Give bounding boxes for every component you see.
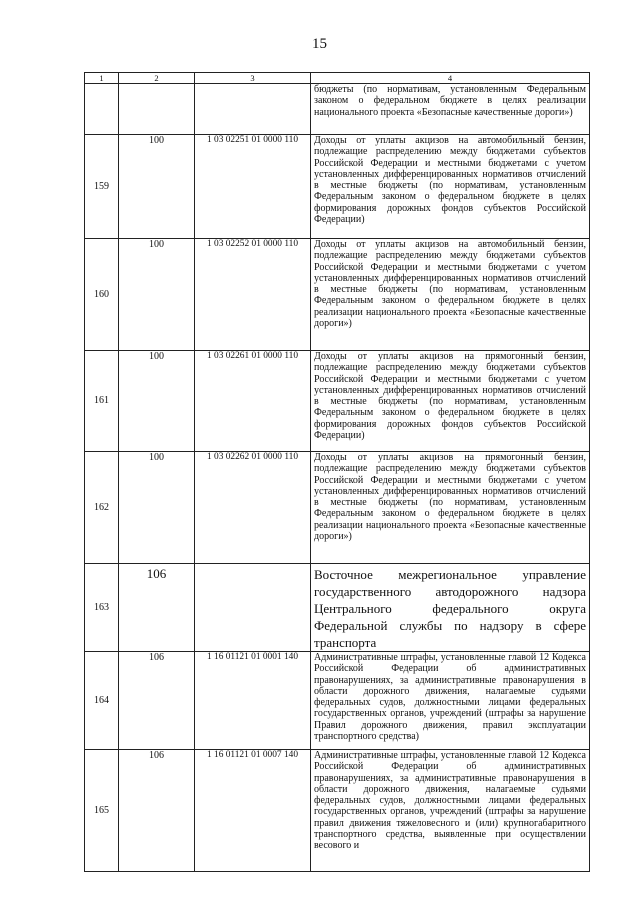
administrator-code: 106 [119, 564, 195, 652]
administrator-code: 100 [119, 452, 195, 564]
row-number: 163 [85, 564, 119, 652]
revenue-table [84, 72, 590, 872]
revenue-description: Административные штрафы, установленные главой 12 Кодекса Российской Федерации об административных правонарушениях, за административные правонарушения в области дорожного движения, налагаемые судьями федеральных судов, должностными лицами федеральных государственных органов, учреждений (штрафы за нарушение Правил дорожного движения, правил эксплуатации транспортного средства) [311, 652, 590, 750]
table-header-row [85, 73, 590, 84]
page-number: 15 [312, 36, 327, 52]
table-row [85, 84, 590, 135]
table-row [85, 564, 590, 652]
budget-classification-code: 1 03 02261 01 0000 110 [195, 351, 311, 452]
revenue-description: Доходы от уплаты акцизов на прямогонный бензин, подлежащие распределению между бюджетами субъектов Российской Федерации и местными бюджетами с учетом установленных дифференцированных нормативов отчислений в местные бюджеты (по нормативам, установленным Федеральным законом о федеральном бюджете в целях формирования дорожных фондов субъектов Российской Федерации) [311, 351, 590, 452]
row-number: 159 [85, 135, 119, 239]
administrator-code: 100 [119, 351, 195, 452]
row-number: 161 [85, 351, 119, 452]
revenue-description: бюджеты (по нормативам, установленным Федеральным законом о федеральном бюджете в целях реализации национального проекта «Безопасные качественные дороги») [311, 84, 590, 135]
administrator-code: 100 [119, 135, 195, 239]
row-number: 165 [85, 750, 119, 872]
table-row [85, 239, 590, 351]
budget-classification-code: 1 16 01121 01 0001 140 [195, 652, 311, 750]
administrator-code: 106 [119, 750, 195, 872]
table-row [85, 351, 590, 452]
column-header-4: 4 [311, 73, 590, 84]
revenue-description: Доходы от уплаты акцизов на автомобильный бензин, подлежащие распределению между бюджетами субъектов Российской Федерации и местными бюджетами с учетом установленных дифференцированных нормативов отчислений в местные бюджеты (по нормативам, установленным Федеральным законом о федеральном бюджете в целях формирования дорожных фондов субъектов Российской Федерации) [311, 135, 590, 239]
budget-classification-code [195, 564, 311, 652]
revenue-description: Доходы от уплаты акцизов на прямогонный бензин, подлежащие распределению между бюджетами субъектов Российской Федерации и местными бюджетами с учетом установленных дифференцированных нормативов отчислений в местные бюджеты (по нормативам, установленным Федеральным законом о федеральном бюджете в целях реализации национального проекта «Безопасные качественные дороги») [311, 452, 590, 564]
column-header-1: 1 [85, 73, 119, 84]
row-number [85, 84, 119, 135]
budget-classification-code: 1 03 02252 01 0000 110 [195, 239, 311, 351]
column-header-3: 3 [195, 73, 311, 84]
table-row [85, 652, 590, 750]
row-number: 162 [85, 452, 119, 564]
revenue-description: Административные штрафы, установленные главой 12 Кодекса Российской Федерации об административных правонарушениях, за административные правонарушения в области дорожного движения, налагаемые судьями федеральных судов, должностными лицами федеральных государственных органов, учреждений (штрафы за нарушение правил движения тяжеловесного и (или) крупногабаритного транспортного средства, выявленные при осуществлении весового и [311, 750, 590, 872]
row-number: 160 [85, 239, 119, 351]
administrator-code: 106 [119, 652, 195, 750]
budget-classification-code: 1 03 02251 01 0000 110 [195, 135, 311, 239]
table-row [85, 135, 590, 239]
budget-classification-code [195, 84, 311, 135]
administrator-code: 100 [119, 239, 195, 351]
column-header-2: 2 [119, 73, 195, 84]
administrator-code [119, 84, 195, 135]
budget-classification-code: 1 03 02262 01 0000 110 [195, 452, 311, 564]
administrator-name: Восточное межрегиональное управление государственного автодорожного надзора Центрального федерального округа Федеральной службы по надзору в сфере транспорта [311, 564, 590, 652]
table-row [85, 750, 590, 872]
budget-classification-code: 1 16 01121 01 0007 140 [195, 750, 311, 872]
revenue-description: Доходы от уплаты акцизов на автомобильный бензин, подлежащие распределению между бюджетами субъектов Российской Федерации и местными бюджетами с учетом установленных дифференцированных нормативов отчислений в местные бюджеты (по нормативам, установленным Федеральным законом о федеральном бюджете в целях реализации национального проекта «Безопасные качественные дороги») [311, 239, 590, 351]
table-row [85, 452, 590, 564]
row-number: 164 [85, 652, 119, 750]
